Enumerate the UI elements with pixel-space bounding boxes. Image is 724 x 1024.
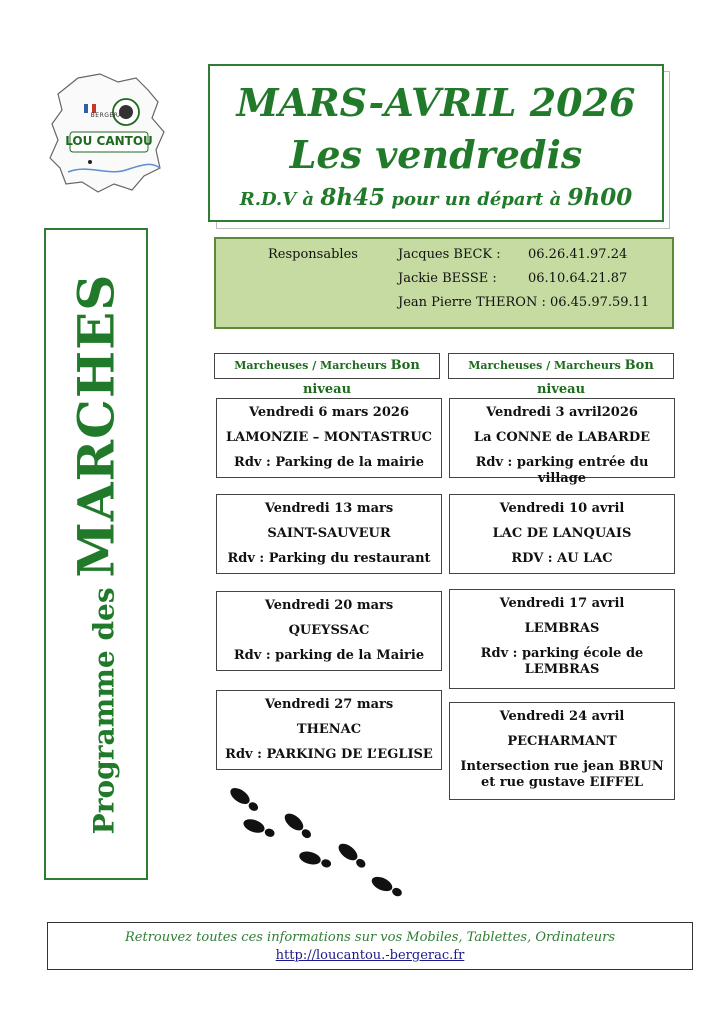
title-box <box>208 64 664 222</box>
event-date: Vendredi 13 mars <box>264 501 394 516</box>
event-rdv: Rdv : PARKING DE L’EGLISE <box>225 747 433 762</box>
header-level: Bon niveau <box>302 358 420 397</box>
event-date: Vendredi 17 avril <box>499 596 625 611</box>
vertical-title-big: MARCHES <box>66 273 126 578</box>
responsable-name: Jackie BESSE : <box>398 271 497 286</box>
event-card <box>449 702 675 800</box>
event-place: La CONNE de LABARDE <box>473 430 651 445</box>
event-rdv: Rdv : parking école de LEMBRAS <box>480 646 644 677</box>
vertical-title-box <box>44 228 148 880</box>
event-place: PECHARMANT <box>507 734 617 749</box>
responsable-name: Jean Pierre THERON : 06.45.97.59.11 <box>398 295 650 310</box>
vertical-title-small: Programme des <box>87 577 121 835</box>
event-place: SAINT-SAUVEUR <box>267 526 391 541</box>
event-place: LAMONZIE – MONTASTRUC <box>225 430 433 445</box>
responsable-phone: 06.10.64.21.87 <box>528 271 628 286</box>
event-rdv: Intersection rue jean BRUN et rue gustave EIFFEL <box>460 759 664 790</box>
depart-time: 9h00 <box>567 184 633 211</box>
header-prefix: Marcheuses / Marcheurs <box>234 359 391 372</box>
rdv-line <box>210 184 662 211</box>
march-level-header <box>214 353 440 397</box>
event-date: Vendredi 24 avril <box>499 709 625 724</box>
event-rdv: Rdv : Parking du restaurant <box>227 551 431 566</box>
footer-note: Retrouvez toutes ces informations sur vos Mobiles, Tablettes, Ordinateurs <box>125 930 615 945</box>
header-prefix: Marcheuses / Marcheurs <box>468 359 625 372</box>
footprints-decoration <box>222 782 412 902</box>
event-date: Vendredi 27 mars <box>264 697 394 712</box>
event-card <box>216 494 442 574</box>
event-place: LEMBRAS <box>524 621 600 636</box>
lou-cantou-logo <box>48 72 170 196</box>
footer-box <box>47 922 693 970</box>
header-level: Bon niveau <box>536 358 654 397</box>
event-rdv: Rdv : parking entrée du village <box>475 455 649 486</box>
website-link[interactable]: http://loucantou.-bergerac.fr <box>275 948 465 963</box>
event-rdv: Rdv : Parking de la mairie <box>234 455 424 470</box>
footprints-icon <box>222 782 412 902</box>
event-date: Vendredi 6 mars 2026 <box>248 405 409 420</box>
event-place: LAC DE LANQUAIS <box>492 526 632 541</box>
logo-org-text: BERGERAC <box>90 112 128 119</box>
event-rdv: RDV : AU LAC <box>511 551 613 566</box>
rdv-mid: pour un départ à <box>385 189 568 210</box>
vertical-title <box>67 274 126 835</box>
event-card <box>216 398 442 478</box>
event-card <box>216 591 442 671</box>
rdv-time: 8h45 <box>320 184 386 211</box>
event-card <box>449 494 675 574</box>
responsable-name: Jacques BECK : <box>398 247 501 262</box>
event-card <box>449 589 675 689</box>
event-rdv: Rdv : parking de la Mairie <box>233 648 425 663</box>
event-date: Vendredi 10 avril <box>499 501 625 516</box>
event-card <box>449 398 675 486</box>
title-period: MARS-AVRIL 2026 <box>236 80 636 125</box>
event-date: Vendredi 20 mars <box>264 598 394 613</box>
event-date: Vendredi 3 avril2026 <box>486 405 638 420</box>
responsables-label: Responsables <box>268 247 358 262</box>
rdv-prefix: R.D.V à <box>239 189 321 210</box>
event-card <box>216 690 442 770</box>
event-place: QUEYSSAC <box>288 623 370 638</box>
title-days: Les vendredis <box>289 132 583 177</box>
april-level-header <box>448 353 674 397</box>
responsable-phone: 06.26.41.97.24 <box>528 247 628 262</box>
responsables-box <box>214 237 674 329</box>
event-place: THENAC <box>296 722 362 737</box>
logo-name-text: LOU CANTOU <box>65 134 153 148</box>
